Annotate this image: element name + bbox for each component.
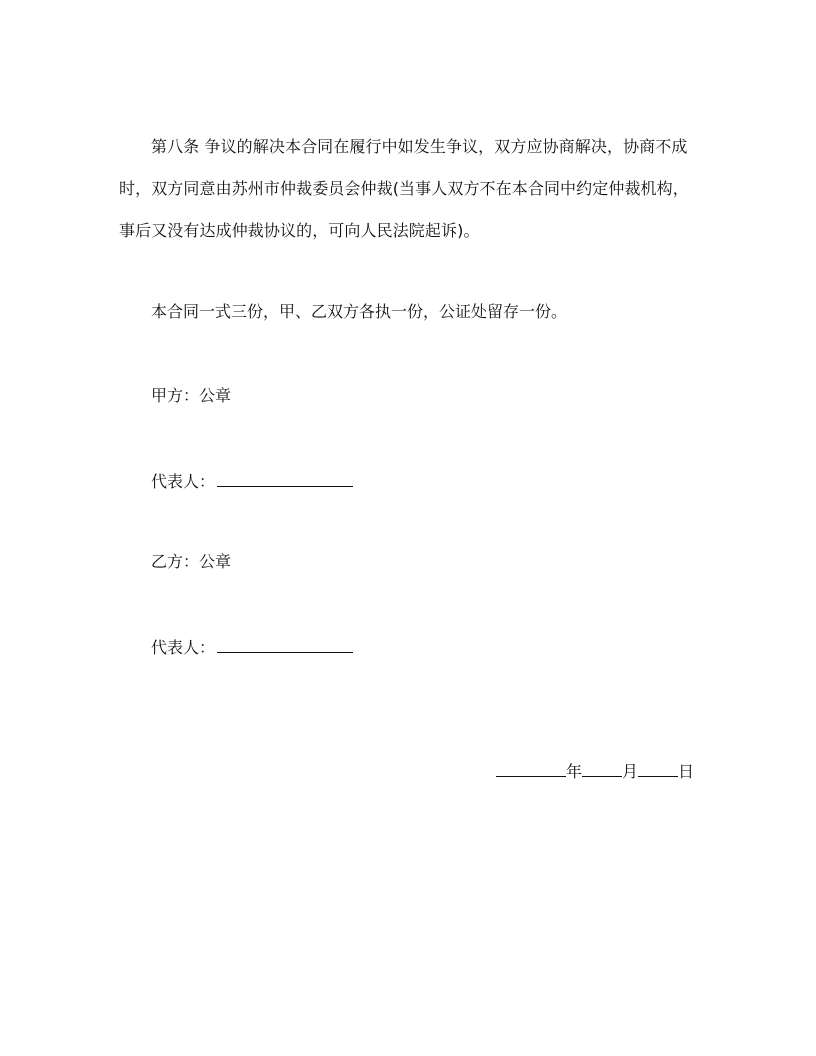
party-a-representative-label: 代表人： — [151, 472, 216, 491]
year-blank — [496, 758, 566, 777]
party-b-representative-row — [151, 634, 353, 660]
day-label: 日 — [677, 762, 694, 781]
party-b-seal-label: 乙方：公章 — [151, 552, 232, 571]
article-8-dispute-resolution: 第八条 争议的解决本合同在履行中如发生争议，双方应协商解决，协商不成时，双方同意由苏州市仲裁委员会仲裁(当事人双方不在本合同中约定仲裁机构，事后又没有达成仲裁协议的，可向人民法院起诉)。 — [119, 137, 689, 240]
party-a-seal-label: 甲方：公章 — [151, 386, 232, 405]
party-b-signature-line — [217, 634, 353, 653]
month-label: 月 — [621, 762, 638, 781]
copies-clause: 本合同一式三份，甲、乙双方各执一份，公证处留存一份。 — [151, 302, 568, 321]
party-a-signature-line — [217, 468, 353, 487]
month-blank — [582, 758, 622, 777]
party-a-representative-row — [151, 468, 353, 494]
day-blank — [638, 758, 678, 777]
party-b-representative-label: 代表人： — [151, 638, 216, 657]
contract-date-line — [496, 758, 694, 784]
year-label: 年 — [565, 762, 582, 781]
